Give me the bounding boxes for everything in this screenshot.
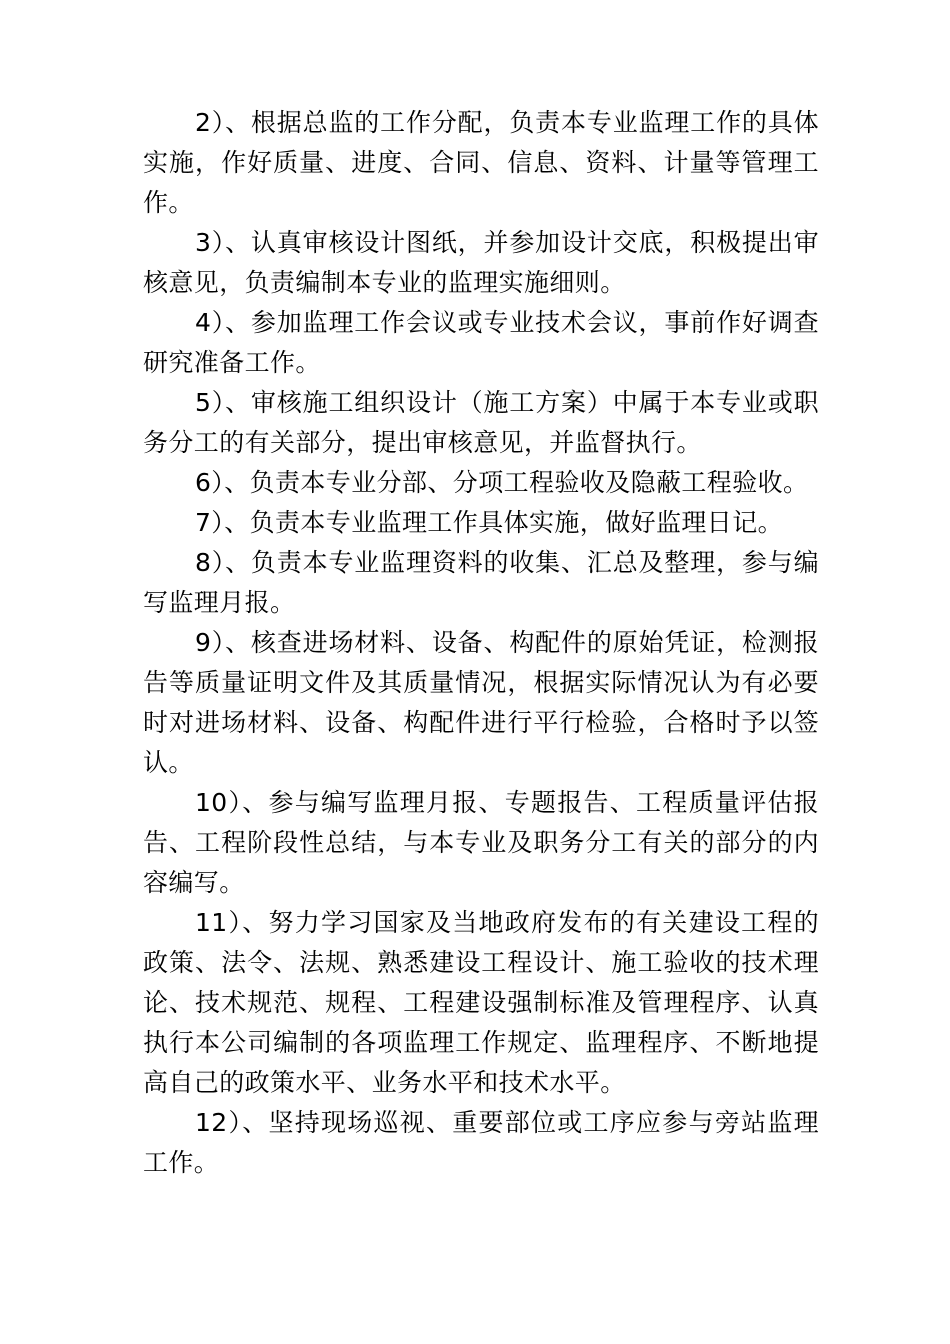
paragraph-item-11: 11）、努力学习国家及当地政府发布的有关建设工程的政策、法令、法规、熟悉建设工程设计、施工验收的技术理论、技术规范、规程、工程建设强制标准及管理程序、认真执行本公司编制的各项监理工作规定、监理程序、不断地提高自己的政策水平、业务水平和技术水平。 [143, 908, 819, 1097]
paragraph-item-2: 2）、根据总监的工作分配，负责本专业监理工作的具体实施，作好质量、进度、合同、信息、资料、计量等管理工作。 [143, 108, 819, 217]
paragraph-item-6: 6）、负责本专业分部、分项工程验收及隐蔽工程验收。 [195, 468, 809, 497]
document-body [143, 103, 819, 1183]
paragraph-item-10: 10）、参与编写监理月报、专题报告、工程质量评估报告、工程阶段性总结，与本专业及职务分工有关的部分的内容编写。 [143, 788, 819, 897]
paragraph-item-3: 3）、认真审核设计图纸，并参加设计交底，积极提出审核意见，负责编制本专业的监理实施细则。 [143, 228, 819, 297]
paragraph-item-8: 8）、负责本专业监理资料的收集、汇总及整理，参与编写监理月报。 [143, 548, 819, 617]
paragraph-item-12: 12）、坚持现场巡视、重要部位或工序应参与旁站监理工作。 [143, 1108, 819, 1177]
paragraph-item-7: 7）、负责本专业监理工作具体实施，做好监理日记。 [195, 508, 784, 537]
paragraph-item-5: 5）、审核施工组织设计（施工方案）中属于本专业或职务分工的有关部分，提出审核意见，并监督执行。 [143, 388, 819, 457]
paragraph-item-9: 9）、核查进场材料、设备、构配件的原始凭证，检测报告等质量证明文件及其质量情况，根据实际情况认为有必要时对进场材料、设备、构配件进行平行检验，合格时予以签认。 [143, 628, 819, 777]
paragraph-item-4: 4）、参加监理工作会议或专业技术会议，事前作好调查研究准备工作。 [143, 308, 819, 377]
